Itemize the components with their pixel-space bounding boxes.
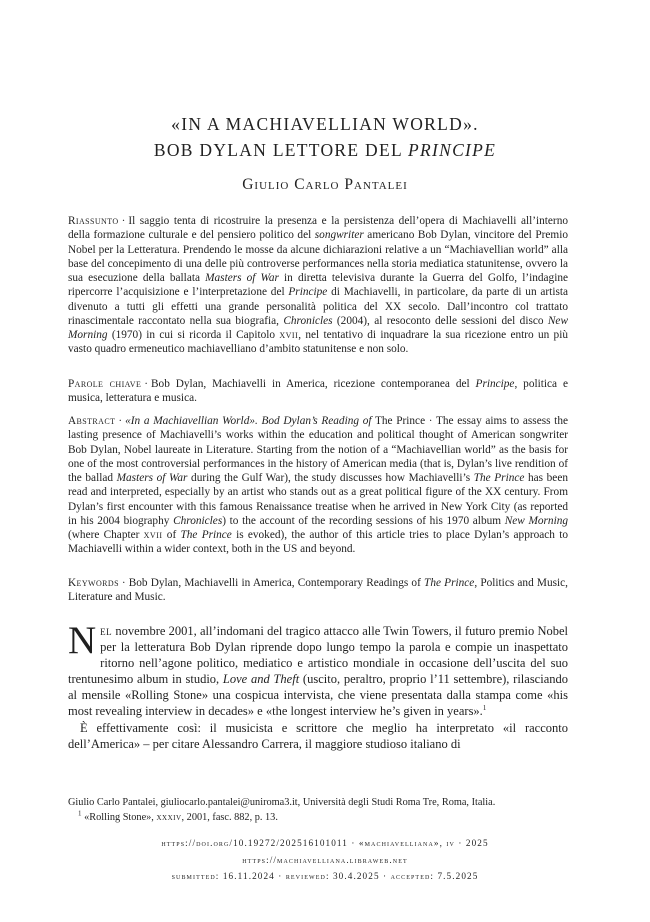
body-paragraph-1 [68, 619, 568, 720]
abstract-italic: Masters of War [116, 472, 188, 484]
footnote-number: 1 [78, 809, 82, 818]
footnote-roman-numeral: xxxiv [156, 812, 182, 823]
parole-chiave-text: , politica e musica, letteratura e musica. [68, 378, 568, 405]
riassunto-separator: · [121, 215, 126, 227]
parole-chiave-separator: · [144, 378, 149, 390]
article-title-line1: «IN A MACHIAVELLIAN WORLD». [171, 114, 479, 134]
riassunto-italic: songwriter [314, 229, 364, 242]
riassunto-text: (1970) in cui si ricorda il Capitolo [107, 329, 280, 341]
parole-chiave-label: Parole chiave [68, 378, 142, 390]
riassunto-text: in diretta televisiva durante la Guerra del Golfo, l’indagine ripercorre l’acquisizione e l’interpretazione del [68, 272, 568, 299]
abstract-text: ) to the account of the recording sessions of his 1970 album [222, 514, 505, 527]
body-text [68, 619, 568, 752]
riassunto-text: Il saggio tenta di ricostruire la presenza e la persistenza dell’opera di Machiavelli all’interno della formazione culturale e del pensiero politico del [68, 215, 568, 242]
riassunto-text: , nel tentativo di inquadrare la sua ricezione entro un più vasto quadro ermeneutico machiavelliano d’ambito statunitense e non solo. [68, 329, 568, 356]
title-line2-italic: PRINCIPE [407, 140, 497, 160]
parole-chiave-text: Bob Dylan, Machiavelli in America, ricezione contemporanea del [151, 378, 476, 390]
keywords-label: Keywords [68, 577, 119, 589]
abstract-italic: New Morning [504, 514, 569, 527]
journal-url[interactable]: https://machiavelliana.libraweb.net [242, 855, 408, 865]
article-title-line2 [0, 140, 650, 161]
keywords-text: , Politics and Music, Literature and Music. [68, 577, 568, 604]
submission-dates: submitted: 16.11.2024 · reviewed: 30.4.2025 · accepted: 7.5.2025 [171, 871, 479, 881]
abstract-italic: The Prince [180, 529, 232, 541]
riassunto-text: americano Bob Dylan, vincitore del Premio Nobel per la Letteratura. Prendendo le mosse da alcune dichiarazioni relative a un “Machiavellian world” alla base del concepimento di una delle più controverse performances nella storia mediatica statunitense, ovvero la sua esecuzione della ballata [68, 229, 568, 284]
abstract-roman-numeral: xvii [143, 529, 163, 541]
footnote-1 [78, 811, 578, 825]
riassunto-text: di Machiavelli, in particolare, da parte di un artista divenuto a tutti gli effetti una grande personalità politica del XX secolo. Dall’incontro col trattato rinascimentale raccontato nella sua biografia, [68, 286, 569, 327]
abstract-title-text: The Prince [371, 415, 429, 427]
abstract-text: has been read and interpreted, especially by an artist who stands out as a great political figure of the XX century. From Dylan’s first encounter with this famous Renaissance treatise when he arrived in New York City (as reported in his 2004 biography [68, 472, 568, 527]
abstract-separator: · [118, 415, 123, 427]
footnote-text: «Rolling Stone», [84, 812, 157, 823]
riassunto-italic: Masters of War [205, 272, 279, 284]
body-text-run: novembre 2001, all’indomani del tragico attacco alle Twin Towers, il futuro premio Nobel per la letteratura Bob Dylan riprende dopo lungo tempo la parola e compie un inaspettato ritorno nell’agone politico, mediatico e artistico mondiale in occasione dell’uscita del suo trentunesimo album in studio, [68, 624, 568, 687]
abstract-text: during the Gulf War), the study discusses how Machiavelli’s [187, 472, 474, 484]
parole-chiave-section [68, 377, 568, 406]
abstract-separator-2: · [428, 415, 433, 427]
author-affiliation: Giulio Carlo Pantalei, giuliocarlo.pantalei@uniroma3.it, Università degli Studi Roma Tre, Roma, Italia. [68, 797, 496, 808]
abstract-italic: Chronicles [173, 514, 223, 527]
parole-chiave-italic: Principe [475, 378, 515, 390]
riassunto-roman-numeral: xvii [279, 329, 299, 341]
riassunto-italic: Principe [288, 286, 328, 299]
article-author: Giulio Carlo Pantalei [242, 176, 408, 193]
footnote-text: , 2001, fasc. 882, p. 13. [181, 812, 278, 823]
abstract-text: is evoked), the author of this article tries to place Dylan’s approach to Machiavelli within a wider context, both in the US and beyond. [68, 529, 568, 556]
body-italic: Love and Theft [222, 672, 300, 687]
doi-line[interactable]: https://doi.org/10.19272/202516101011 · «machiavelliana», iv · 2025 [161, 838, 489, 848]
keywords-section [68, 576, 568, 605]
keywords-text: Bob Dylan, Machiavelli in America, Contemporary Readings of [128, 577, 425, 589]
abstract-section [68, 414, 568, 557]
abstract-text: The essay aims to assess the lasting presence of Machiavelli’s works within the education and political thought of American songwriter Bob Dylan, Nobel laureate in Literature. Starting from the notion of a “Machiavellian world” as the basis for one of the most controversial performances in the history of American media (that is, Dylan’s live rendition of the ballad [68, 415, 568, 484]
footnote-ref[interactable]: 1 [482, 704, 487, 713]
drop-cap: N [68, 619, 97, 662]
riassunto-label: Riassunto [68, 215, 119, 227]
title-line2-text: BOB DYLAN LETTORE DEL [153, 140, 408, 160]
body-paragraph-2: È effettivamente così: il musicista e scrittore che meglio ha interpretato «il racconto dell’America» – per citare Alessandro Carrera, il maggiore studioso italiano di [68, 720, 568, 751]
riassunto-italic: Chronicles [283, 314, 333, 327]
abstract-text: of [162, 529, 181, 541]
body-text-run: (uscito, peraltro, proprio l’11 settembre), rilasciando al mensile «Rolling Stone» una cospicua intervista, che viene presentata dalla stampa come «his most revealing interview in decades» e «the longest interview he’s given in years». [68, 672, 568, 719]
keywords-separator: · [121, 577, 126, 589]
riassunto-italic: New Morning [68, 314, 568, 341]
riassunto-section [68, 214, 568, 357]
small-caps-opening: el [100, 624, 113, 638]
abstract-title-italic: «In a Machiavellian World». Bod Dylan’s Reading of [125, 415, 372, 427]
abstract-italic: The Prince [473, 472, 525, 484]
abstract-text: (where Chapter [68, 529, 144, 541]
abstract-label: Abstract [68, 415, 116, 427]
keywords-italic: The Prince [424, 577, 475, 589]
riassunto-text: (2004), al resoconto delle sessioni del disco [332, 314, 548, 327]
